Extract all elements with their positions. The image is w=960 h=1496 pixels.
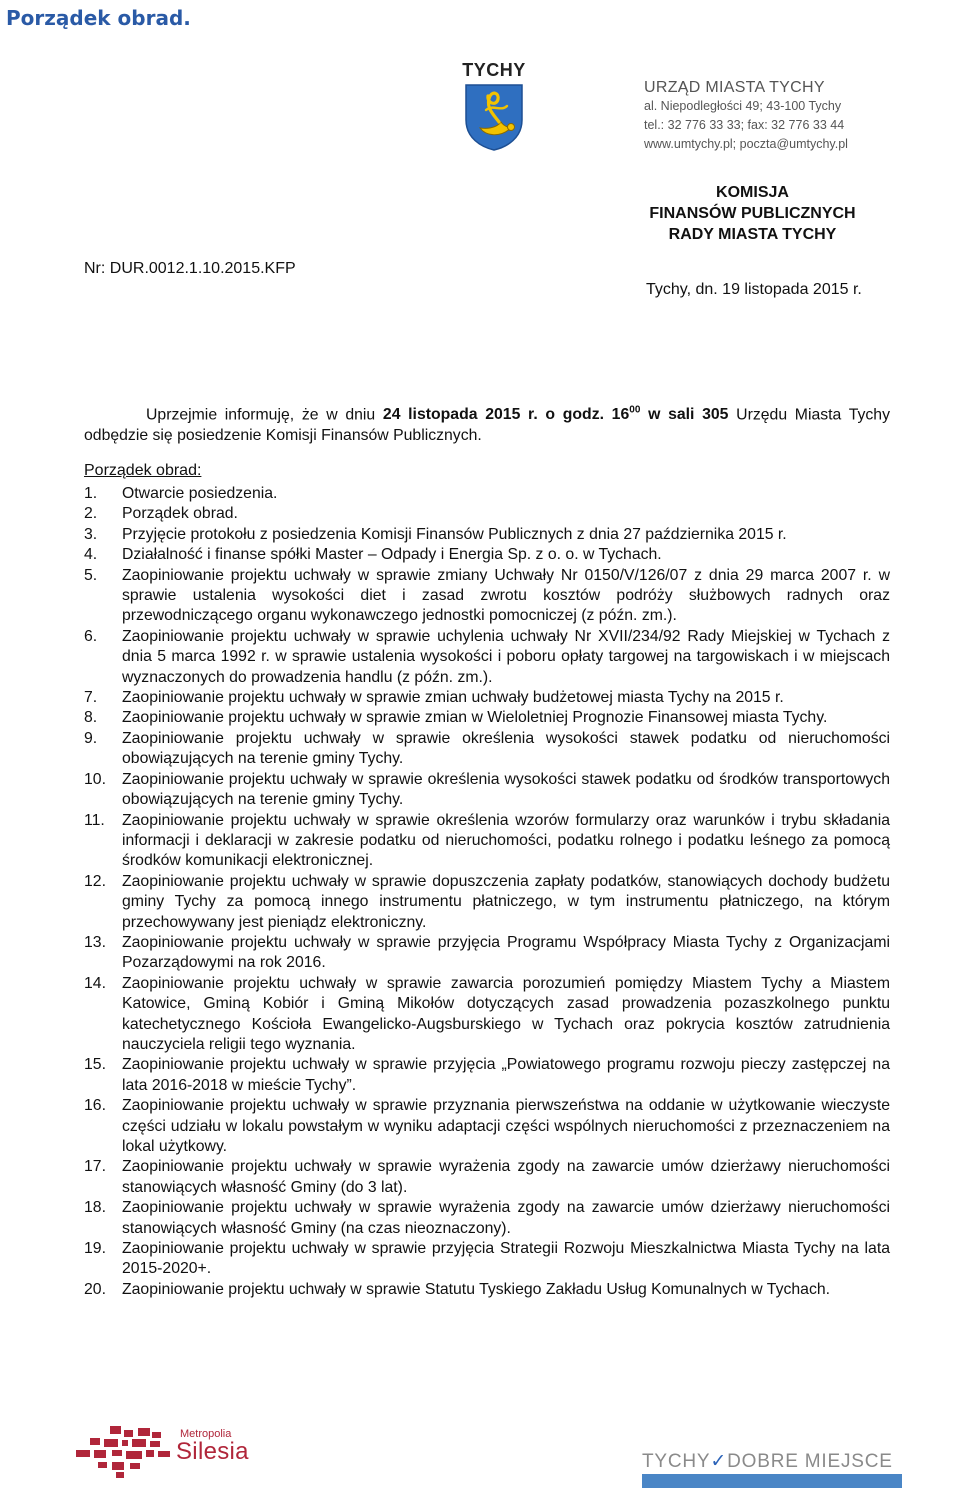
agenda-item [84, 933, 890, 974]
agenda-item [84, 566, 890, 627]
agenda-item-text: Przyjęcie protokołu z posiedzenia Komisji Finansów Publicznych z dnia 27 października 2015 r. [122, 525, 787, 543]
agenda-item-number: 19. [84, 1240, 106, 1258]
intro-rest: Urzędu Miasta Tychy odbędzie się posiedzenie Komisji Finansów Publicznych. [84, 406, 890, 445]
document-date: Tychy, dn. 19 listopada 2015 r. [646, 281, 862, 298]
agenda-item [84, 708, 890, 728]
agenda-item-text: Zaopiniowanie projektu uchwały w sprawie wyrażenia zgody na zawarcie umów dzierżawy nieruchomości stanowiących własność Gminy (do 3 lat). [122, 1158, 890, 1196]
intro-when: 24 listopada 2015 r. o godz. 16 [382, 406, 630, 424]
metropolia-silesia-logo [76, 1424, 276, 1480]
agenda-item [84, 729, 890, 770]
agenda-item-number: 2. [84, 505, 98, 523]
agenda-item [84, 1055, 890, 1096]
agenda-item-number: 8. [84, 709, 98, 727]
intro-minutes: 00 [629, 405, 641, 416]
agenda-item-number: 18. [84, 1199, 106, 1217]
agenda-item [84, 688, 890, 708]
agenda-item-text: Zaopiniowanie projektu uchwały w sprawie Statutu Tyskiego Zakładu Usług Komunalnych w Tychach. [122, 1280, 831, 1298]
metropolia-label: Metropolia [180, 1428, 232, 1440]
agenda-item-number: 6. [84, 627, 98, 645]
agenda-item [84, 974, 890, 1056]
agenda-item [84, 1198, 890, 1239]
office-phone: tel.: 32 776 33 33; fax: 32 776 33 44 [644, 118, 845, 132]
agenda-item-number: 7. [84, 689, 98, 707]
agenda-item-text: Zaopiniowanie projektu uchwały w sprawie zmiany Uchwały Nr 0150/V/126/07 z dnia 29 marca 2007 r. w sprawie ustalenia wysokości diet i zasad zwrotu kosztów podróży służbowych radnych oraz przewodniczącego organu wykonawczego jednostki pomocniczej (z późn. zm.). [122, 566, 890, 625]
agenda-item-text: Zaopiniowanie projektu uchwały w sprawie zawarcia porozumień pomiędzy Miastem Tychy a Miastem Katowice, Gminą Kobiór i Gminą Mikołów dotyczących zasad prowadzenia pozaszkolnego punktu katechetycznego Kościoła Ewangelicko-Augsburskiego w Tychach oraz pokrycia kosztów zatrudnienia nauczyciela religii tego wyznania. [122, 974, 890, 1053]
commission-line-3: RADY MIASTA TYCHY [668, 226, 837, 243]
agenda-item-number: 15. [84, 1056, 106, 1074]
agenda-item-text: Zaopiniowanie projektu uchwały w sprawie przyjęcia „Powiatowego programu rozwoju pieczy zastępczej na lata 2016-2018 w mieście Tychy”. [122, 1056, 890, 1094]
agenda-item-number: 20. [84, 1280, 106, 1298]
checkmark-icon: ✓ [710, 1451, 728, 1472]
agenda-item-text: Zaopiniowanie projektu uchwały w sprawie określenia wysokości stawek podatku od środków transportowych obowiązujących na terenie gminy Tychy. [122, 770, 890, 809]
agenda-item-text: Zaopiniowanie projektu uchwały w sprawie przyznania pierwszeństwa na oddanie w użytkowanie wieczyste części udziału w lokalu powstałym w wyniku adaptacji części wspólnych nieruchomości z przeznaczeniem na lokal użytkowy. [122, 1097, 890, 1155]
crest [458, 60, 530, 152]
agenda-item-text: Zaopiniowanie projektu uchwały w sprawie dopuszczenia zapłaty podatków, stanowiących dochody budżetu gminy Tychy za pomocą innego instrumentu płatniczego, w tym instrumentu płatniczego, na którym przechowywany jest pieniądz elektroniczny. [122, 872, 890, 931]
tychy-coat-of-arms-icon [463, 82, 525, 152]
intro-lead: Uprzejmie informuję, że w dniu [146, 406, 383, 424]
office-web: www.umtychy.pl; poczta@umtychy.pl [644, 137, 848, 151]
document-reference: Nr: DUR.0012.1.10.2015.KFP [84, 260, 296, 277]
agenda-item-text: Zaopiniowanie projektu uchwały w sprawie zmian uchwały budżetowej miasta Tychy na 2015 r. [122, 689, 784, 707]
agenda-item-number: 14. [84, 974, 106, 992]
agenda-item-number: 5. [84, 566, 98, 584]
silesia-label: Silesia [176, 1438, 249, 1465]
agenda-item [84, 872, 890, 933]
office-address: al. Niepodległości 49; 43-100 Tychy [644, 99, 842, 113]
agenda-item [84, 1239, 890, 1280]
agenda-item [84, 484, 890, 504]
agenda-item-number: 17. [84, 1158, 106, 1176]
agenda-item [84, 1280, 890, 1300]
agenda-item-text: Zaopiniowanie projektu uchwały w sprawie określenia wzorów formularzy oraz warunków i trybu składania informacji i deklaracji w zakresie podatku od nieruchomości, podatku rolnego i podatku leśnego za pomocą środków komunikacji elektronicznej. [122, 811, 890, 870]
agenda-item-text: Porządek obrad. [122, 505, 238, 523]
agenda-item-number: 10. [84, 770, 106, 788]
agenda-item-text: Zaopiniowanie projektu uchwały w sprawie przyjęcia Programu Współpracy Miasta Tychy z Organizacjami Pozarządowymi na rok 2016. [122, 933, 890, 972]
office-name: URZĄD MIASTA TYCHY [644, 79, 825, 96]
agenda-item-number: 4. [84, 546, 98, 564]
agenda-item [84, 770, 890, 811]
agenda-item-number: 12. [84, 872, 106, 890]
commission-line-2: FINANSÓW PUBLICZNYCH [649, 205, 856, 222]
agenda-item [84, 1096, 890, 1157]
slogan-right: DOBRE MIEJSCE [727, 1451, 893, 1472]
agenda-item-number: 13. [84, 933, 106, 951]
agenda-item-text: Zaopiniowanie projektu uchwały w sprawie wyrażenia zgody na zawarcie umów dzierżawy nieruchomości stanowiących własność Gminy (na czas nieoznaczony). [122, 1199, 890, 1237]
crest-city-name: TYCHY [462, 60, 526, 80]
agenda-item-text: Zaopiniowanie projektu uchwały w sprawie zmian w Wieloletniej Prognozie Finansowej miasta Tychy. [122, 709, 828, 727]
intro-room: w sali 305 [640, 406, 729, 424]
agenda-item [84, 525, 890, 545]
slogan-bar [642, 1474, 902, 1488]
agenda-heading: Porządek obrad: [84, 462, 202, 479]
agenda-item-number: 16. [84, 1097, 106, 1115]
agenda-item [84, 811, 890, 872]
agenda-item-text: Działalność i finanse spółki Master – Odpady i Energia Sp. z o. o. w Tychach. [122, 546, 662, 564]
agenda-item [84, 1157, 890, 1198]
agenda-item [84, 627, 890, 688]
agenda-item-number: 1. [84, 485, 98, 502]
city-office-header [644, 78, 848, 154]
agenda-item-text: Zaopiniowanie projektu uchwały w sprawie przyjęcia Strategii Rozwoju Mieszkalnictwa Miasta Tychy na lata 2015-2020+. [122, 1240, 890, 1278]
agenda-item-number: 3. [84, 525, 98, 543]
agenda-item-text: Zaopiniowanie projektu uchwały w sprawie określenia wysokości stawek podatku od nieruchomości obowiązujących na terenie gminy Tychy. [122, 729, 890, 768]
slogan-left: TYCHY [642, 1451, 711, 1472]
agenda-item-number: 9. [84, 729, 98, 747]
agenda-item [84, 504, 890, 524]
metropolia-blocks-icon [76, 1426, 172, 1478]
commission-line-1: KOMISJA [716, 184, 789, 201]
agenda-list [84, 484, 890, 1300]
agenda-item-text: Zaopiniowanie projektu uchwały w sprawie uchylenia uchwały Nr XVII/234/92 Rady Miejskiej w Tychach z dnia 5 marca 1992 r. w sprawie ustalenia wysokości i poboru opłaty targowej na targowiskach i w miejscach wyznaczonych do prowadzenia handlu (z późn. zm.). [122, 627, 890, 686]
agenda-item-text: Otwarcie posiedzenia. [122, 485, 278, 502]
city-slogan [642, 1450, 904, 1473]
commission-header [610, 182, 895, 245]
intro-paragraph [84, 400, 890, 446]
agenda-item-number: 11. [84, 811, 105, 829]
agenda-item [84, 545, 890, 565]
page-heading: Porządek obrad. [6, 6, 191, 30]
